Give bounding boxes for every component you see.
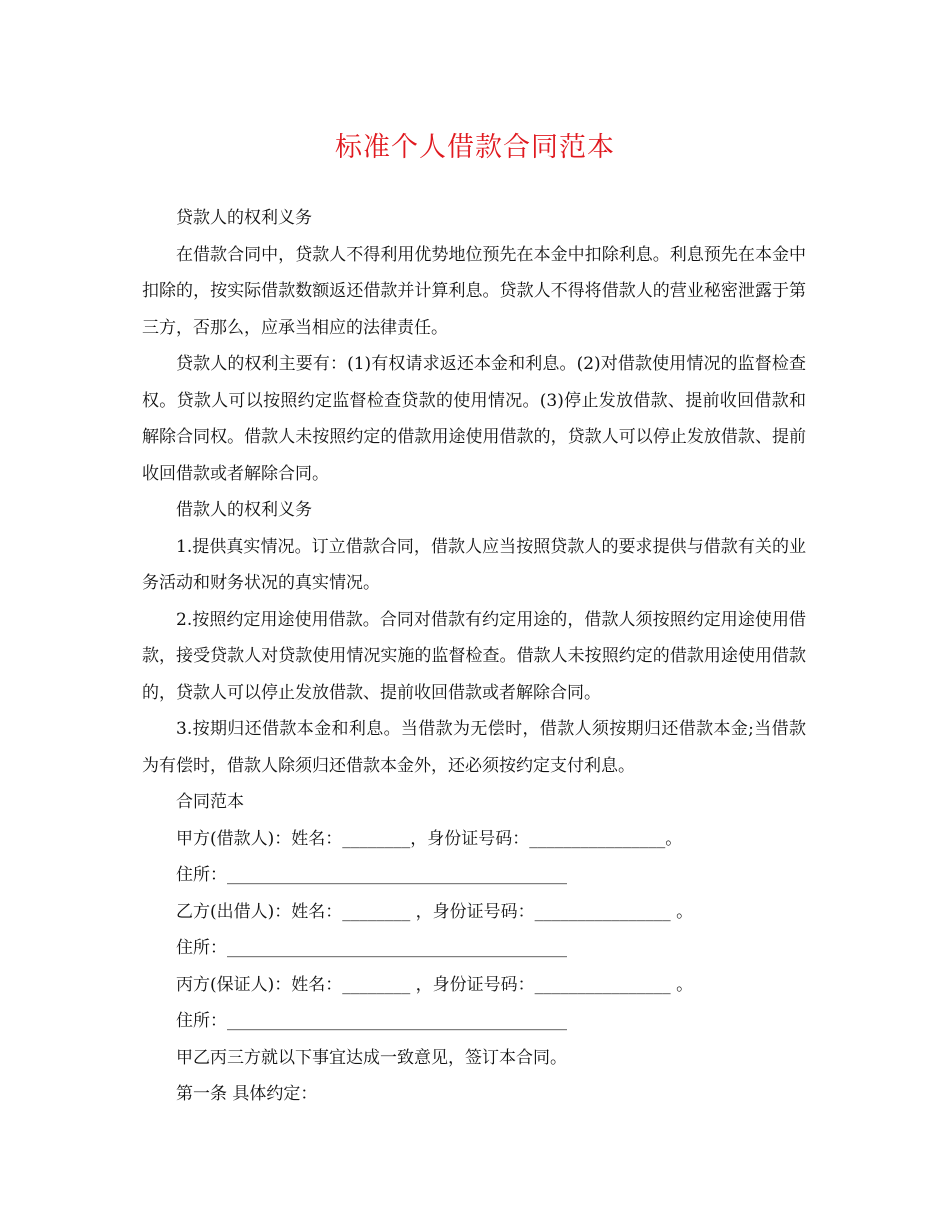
party-c-field: 丙方(保证人)：姓名：________ ，身份证号码：________________ 。 [176,974,694,995]
party-b-field: 乙方(出借人)：姓名：________ ，身份证号码：________________ 。 [176,901,694,922]
document-title: 标准个人借款合同范本 [335,132,615,163]
party-c-address-field: 住所：________________________________________ [176,1011,567,1031]
agreement-statement: 甲乙丙三方就以下事宜达成一致意见，签订本合同。 [176,1047,567,1068]
paragraph-borrower-item-1: 1.提供真实情况。订立借款合同，借款人应当按照贷款人的要求提供与借款有关的业务活动和财务状况的真实情况。 [142,536,806,593]
party-a-field: 甲方(借款人)：姓名：________，身份证号码：________________。 [176,828,683,849]
paragraph-lender-rights-list: 贷款人的权利主要有：(1)有权请求返还本金和利息。(2)对借款使用情况的监督检查权。贷款人可以按照约定监督检查贷款的使用情况。(3)停止发放借款、提前收回借款和解除合同权。借款人未按照约定的借款用途使用借款的，贷款人可以停止发放借款、提前收回借款或者解除合同。 [142,354,806,484]
paragraph-borrower-item-2: 2.按照约定用途使用借款。合同对借款有约定用途的，借款人须按照约定用途使用借款，接受贷款人对贷款使用情况实施的监督检查。借款人未按照约定的借款用途使用借款的，贷款人可以停止发放借款、提前收回借款或者解除合同。 [142,609,806,703]
section-heading-borrower-rights: 借款人的权利义务 [176,500,312,520]
paragraph-lender-interest: 在借款合同中，贷款人不得利用优势地位预先在本金中扣除利息。利息预先在本金中扣除的，按实际借款数额返还借款并计算利息。贷款人不得将借款人的营业秘密泄露于第三方，否那么，应承当相应的法律责任。 [142,244,806,338]
party-b-address-field: 住所：________________________________________ [176,938,567,958]
document-body [142,200,806,1113]
section-heading-lender-rights: 贷款人的权利义务 [176,208,312,228]
section-heading-contract-template: 合同范本 [176,792,244,812]
paragraph-borrower-item-3: 3.按期归还借款本金和利息。当借款为无偿时，借款人须按期归还借款本金;当借款为有偿时，借款人除须归还借款本金外，还必须按约定支付利息。 [142,719,806,776]
party-a-address-field: 住所：________________________________________ [176,865,567,885]
article-one-heading: 第一条 具体约定： [176,1084,318,1104]
